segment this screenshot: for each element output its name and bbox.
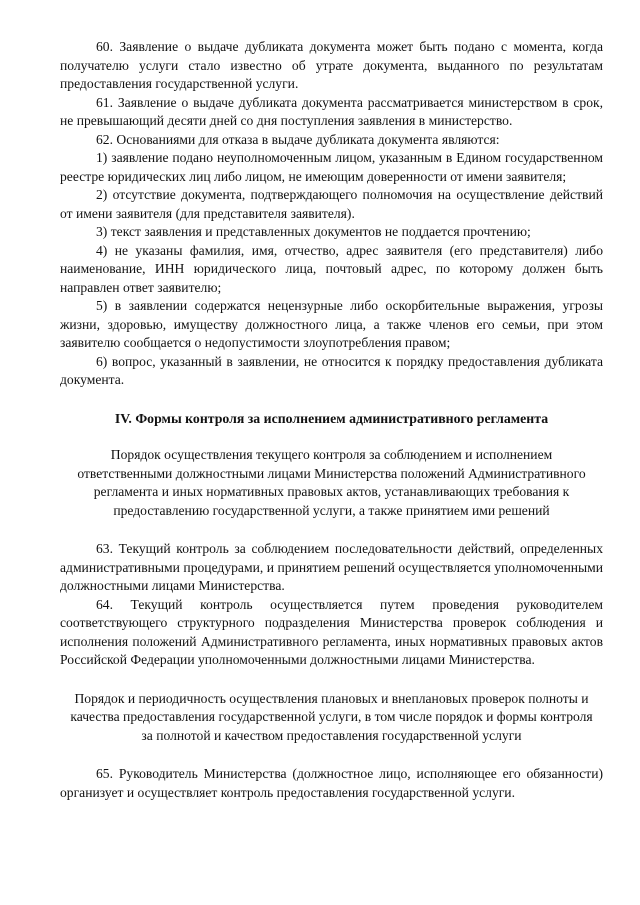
paragraph-64: 64. Текущий контроль осуществляется путем проведения руководителем соответствующего структурного подразделения Министерства проверок соблюдения и исполнения положений Административного регламента, иных нормативных правовых актов Российской Федерации уполномоченными должностными лицами Министерства.	[60, 596, 603, 667]
paragraph-62: 62. Основаниями для отказа в выдаче дубликата документа являются:	[96, 131, 500, 147]
paragraph-65: 65. Руководитель Министерства (должностное лицо, исполняющее его обязанности) организует и осуществляет контроль предоставления государственной услуги.	[60, 766, 603, 800]
list-item-5: 5) в заявлении содержатся нецензурные либо оскорбительные выражения, угрозы жизни, здоровью, имуществу должностного лица, а также членов его семьи, при этом заявителю сообщается о недопустимости злоупотребления правом;	[60, 298, 603, 350]
subheading-inspections: Порядок и периодичность осуществления плановых и внеплановых проверок полноты и качества предоставления государственной услуги, в том числе порядок и формы контроля за полнотой и качеством предоставления государственной услуги	[70, 690, 593, 743]
section-heading: IV. Формы контроля за исполнением административного регламента	[114, 410, 549, 426]
list-item-3: 3) текст заявления и представленных документов не поддается прочтению;	[96, 224, 531, 239]
list-item-2: 2) отсутствие документа, подтверждающего полномочия на осуществление действий от имени заявителя (для представителя заявителя).	[60, 187, 603, 221]
subheading-current-control: Порядок осуществления текущего контроля за соблюдением и исполнением ответственными должностными лицами Министерства положений Административного регламента и иных нормативных правовых актов, устанавливающих требования к предоставлению государственной услуги, а также принятием ими решений	[77, 447, 586, 518]
list-item-4: 4) не указаны фамилия, имя, отчество, адрес заявителя (его представителя) либо наименование, ИНН юридического лица, почтовый адрес, по которому должен быть направлен ответ заявителю;	[60, 242, 603, 295]
document-body	[60, 38, 603, 802]
paragraph-61: 61. Заявление о выдаче дубликата документа рассматривается министерством в срок, не превышающий десяти дней со дня поступления заявления в министерство.	[60, 94, 603, 128]
paragraph-63: 63. Текущий контроль за соблюдением последовательности действий, определенных административными процедурами, и принятием решений осуществляется уполномоченными должностными лицами Министерства.	[60, 541, 603, 593]
list-item-1: 1) заявление подано неуполномоченным лицом, указанным в Едином государственном реестре юридических лиц либо лицом, не имеющим доверенности от имени заявителя;	[60, 150, 603, 184]
list-item-6: 6) вопрос, указанный в заявлении, не относится к порядку предоставления дубликата документа.	[60, 353, 603, 387]
paragraph-60: 60. Заявление о выдаче дубликата документа может быть подано с момента, когда получателю услуги стало известно об утрате документа, выданного по результатам предоставления государственной услуги.	[60, 39, 603, 91]
